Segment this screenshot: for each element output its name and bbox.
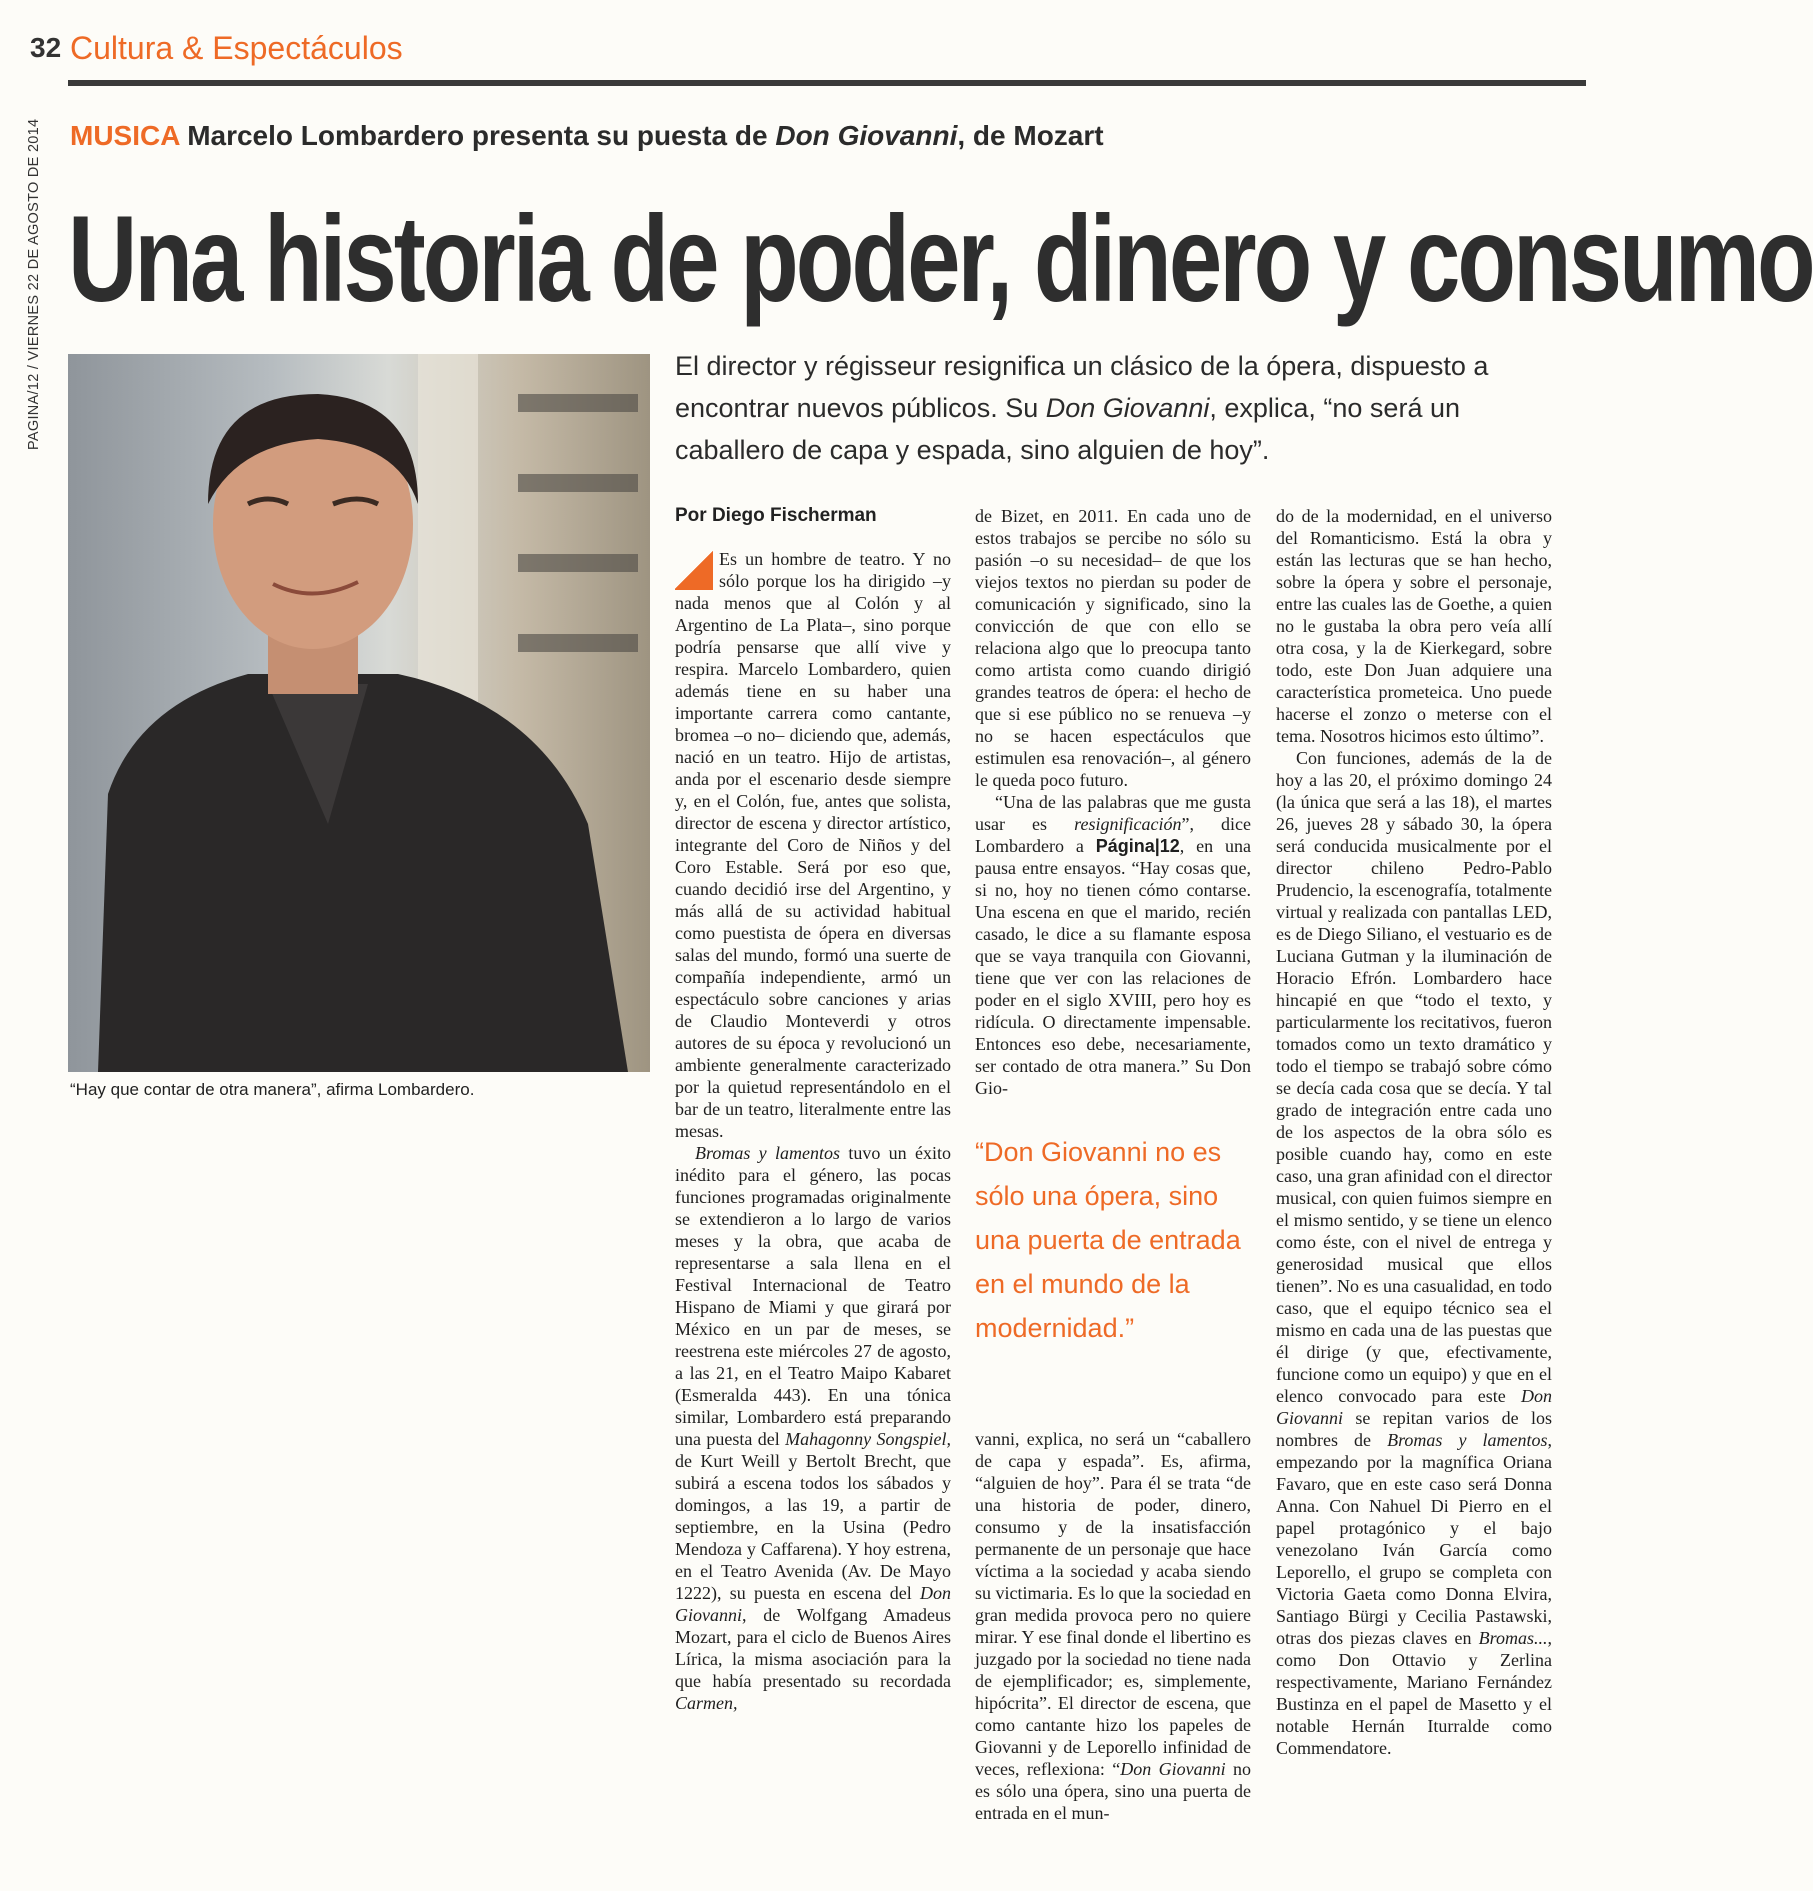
- byline: Por Diego Fischerman: [675, 505, 877, 526]
- paragraph: [975, 505, 1251, 791]
- paragraph-text: vanni, explica, no será un “caballero de capa y espada”. Es, afirma, “alguien de hoy”. Para él se trata “de una historia de poder, dinero, consumo y de la insatisfacción permanente de un personaje que hace víctima a la sociedad y acaba siendo su victimaria. Es lo que la sociedad en gran medida provoca pero no quiere mirar. Y ese final donde el libertino es juzgado por la sociedad no tiene nada de ejemplificador; es, simplemente, hipócrita”. El director de escena, que como cantante hizo los papeles de Giovanni y de Leporello infinidad de veces, reflexiona: “: [975, 1429, 1251, 1779]
- page-number: 32: [30, 32, 62, 63]
- paragraph-text: se repitan varios de los nombres de: [1276, 1408, 1553, 1450]
- emphasis: resignificación: [1074, 814, 1182, 834]
- kicker-text-end: , de Mozart: [957, 120, 1104, 151]
- headline: Una historia de poder, dinero y consumo: [68, 190, 1813, 328]
- paragraph: [675, 548, 951, 1142]
- paragraph-text: “Una de las palabras que me gusta usar es: [975, 792, 1251, 834]
- paragraph: [975, 1428, 1251, 1824]
- kicker: [70, 120, 1104, 152]
- deck-text-end: , explica, “no será un caballero de capa y espada, sino alguien de hoy”.: [675, 393, 1460, 465]
- body-column-1: [675, 548, 951, 1714]
- deck-work: Don Giovanni: [1045, 393, 1210, 423]
- paragraph-text: do de la modernidad, en el universo del Romanticismo. Está la obra y están las lecturas que se han hecho, sobre la ópera y sobre el personaje, entre las cuales las de Goethe, a quien no le gustaba la obra pero veía allí otra cosa, y la de Kierkegard, sobre todo, este Don Juan adquiere una característica prometeica. Uno puede hacerse el zonzo o meterse con el tema. Nosotros hicimos esto último”.: [1276, 506, 1552, 746]
- paragraph-text: tuvo un éxito inédito para el género, las pocas funciones programadas originalmente se extendieron a lo largo de varios meses y la obra, que acaba de representarse a sala llena en el Festival Internacional de Teatro Hispano de Miami y que girará por México en un par de meses, se reestrena este miércoles 27 de agosto, a las 21, en el Teatro Maipo Kabaret (Esmeralda 443). En una tónica similar, Lombardero está preparando una puesta del: [675, 1143, 952, 1449]
- work-title: Don Giovanni: [1120, 1759, 1226, 1779]
- paragraph-text: Con funciones, además de la de hoy a las 20, el próximo domingo 24 (la única que será a las 18), el martes 26, jueves 28 y sábado 30, la ópera será conducida musicalmente por el director chileno Pedro-Pablo Prudencio, la escenografía, totalmente virtual y realizada con pantallas LED, es de Diego Siliano, el vestuario es de Luciana Gutman y la iluminación de Horacio Efrón. Lombardero hace hincapié en que “todo el texto, y particularmente los recitativos, fueron tomados como un texto dramático y todo el tiempo se trabajó sobre cómo se decía cada cosa que se decía. Y tal grado de integración entre cada uno de los aspectos de la obra sólo es posible cuando hay, como en este caso, una gran afinidad con el director musical, con quien fuimos siempre en el mismo sentido, y se tiene un elenco como éste, con el nivel de entrega y generosidad musical que ellos tienen”. No es una casualidad, en todo caso, que el equipo técnico sea el mismo en cada una de las puestas que él dirige (y que, efectivamente, funcione como un equipo) y que en el elenco convocado para este: [1276, 748, 1552, 1406]
- deck: [675, 345, 1565, 471]
- body-column-2: [975, 505, 1251, 1099]
- kicker-text: Marcelo Lombardero presenta su puesta de: [187, 120, 768, 151]
- paragraph-text: , empezando por la magnífica Oriana Favaro, que en este caso será Donna Anna. Con Nahuel Di Pierro en el papel protagónico y el bajo venezolano Iván García como Leporello, el grupo se completa con Victoria Gaeta como Donna Elvira, Santiago Bürgi y Cecilia Pastawski, otras dos piezas claves en: [1276, 1430, 1552, 1648]
- paragraph: [1276, 747, 1552, 1759]
- body-column-3: [1276, 505, 1552, 1759]
- section-title: Cultura & Espectáculos: [70, 30, 403, 66]
- paragraph: [975, 791, 1251, 1099]
- deck-text: El director y régisseur resignifica un clásico de la ópera, dispuesto a encontrar nuevos públicos. Su: [675, 351, 1489, 423]
- paragraph-text: , en una pausa entre ensayos. “Hay cosas que, si no, hoy no tienen cómo contarse. Una escena en que el marido, recién casado, le dice a su flamante esposa que se vaya tranquila con Giovanni, tiene que ver con las relaciones de poder en el siglo XVIII, pero hoy es ridícula. O directamente impensable. Entonces eso debe, necesariamente, ser contado de otra manera.” Su Don Gio-: [975, 836, 1252, 1098]
- paragraph: [1276, 505, 1552, 747]
- newspaper-name: Página|12: [1095, 836, 1180, 856]
- paragraph-text: ”, dice Lombardero a: [975, 814, 1252, 856]
- portrait-illustration: [68, 354, 650, 1072]
- paragraph-text: Es un hombre de teatro. Y no sólo porque los ha dirigido –y nada menos que al Colón y al Argentino de La Plata–, sino porque podría pensarse que allí vive y respira. Marcelo Lombardero, quien además tiene en su haber una importante carrera como cantante, bromea –o no– diciendo que, además, nació en un teatro. Hijo de artistas, anda por el escenario desde siempre y, en el Colón, fue, antes que solista, director de escena y director artístico, integrante del Coro de Niños y del Coro Estable. Será por eso que, cuando decidió irse del Argentino, y más allá de su actividad habitual como puestista de ópera en diversas salas del mundo, formó una suerte de compañía independiente, armó un espectáculo sobre canciones y arias de Claudio Monteverdi y otros autores de su época y revolucionó un ambiente generalmente caracterizado por la quietud representándolo en el bar de un teatro, literalmente entre las mesas.: [675, 549, 951, 1141]
- date-line: PAGINA/12 / VIERNES 22 DE AGOSTO DE 2014: [26, 118, 42, 450]
- body-column-2-continued: [975, 1428, 1251, 1824]
- work-title: Don Giovanni: [675, 1583, 951, 1625]
- kicker-work: Don Giovanni: [775, 120, 958, 151]
- paragraph-text: no es sólo una ópera, sino una puerta de entrada en el mun-: [975, 1759, 1252, 1823]
- work-title: Carmen,: [675, 1693, 738, 1713]
- pull-quote: “Don Giovanni no es sólo una ópera, sino una puerta de entrada en el mundo de la modernidad.”: [975, 1137, 1241, 1343]
- work-title: Bromas...: [1478, 1628, 1548, 1648]
- work-title: Bromas y lamentos: [695, 1143, 840, 1163]
- paragraph-text: , de Wolfgang Amadeus Mozart, para el ciclo de Buenos Aires Lírica, la misma asociación para la que había presentado su recordada: [675, 1605, 951, 1691]
- paragraph-text: , como Don Ottavio y Zerlina respectivamente, Mariano Fernández Bustinza en el papel de Masetto y el notable Hernán Iturralde como Commendatore.: [1276, 1628, 1553, 1758]
- paragraph-text: de Bizet, en 2011. En cada uno de estos trabajos se percibe no sólo su pasión –o su necesidad– de que los viejos textos no pierdan su poder de comunicación y significado, sino la convicción de que con ello se relaciona algo que lo preocupa tanto como artista como cuando dirigió grandes teatros de ópera: el hecho de que si ese público no se renueva –y no se hacen espectáculos que estimulen esa renovación–, al género le queda poco futuro.: [975, 506, 1251, 790]
- paragraph-text: de Kurt Weill y Bertolt Brecht, que subirá a escena todos los sábados y domingos, a las 19, a partir de septiembre, en la Usina (Pedro Mendoza y Caffarena). Y hoy estrena, en el Teatro Avenida (Av. De Mayo 1222), su puesta en escena del: [675, 1451, 951, 1603]
- portrait-photo: [68, 354, 650, 1072]
- header-rule: [68, 80, 1586, 86]
- photo-caption: “Hay que contar de otra manera”, afirma Lombardero.: [70, 1080, 475, 1099]
- kicker-tag: MUSICA: [70, 120, 180, 151]
- dropcap-marker: [675, 550, 713, 590]
- work-title: Don Giovanni: [1276, 1386, 1552, 1428]
- work-title: Mahagonny Songspiel,: [785, 1429, 952, 1449]
- paragraph: [675, 1142, 951, 1714]
- work-title: Bromas y lamentos: [1387, 1430, 1548, 1450]
